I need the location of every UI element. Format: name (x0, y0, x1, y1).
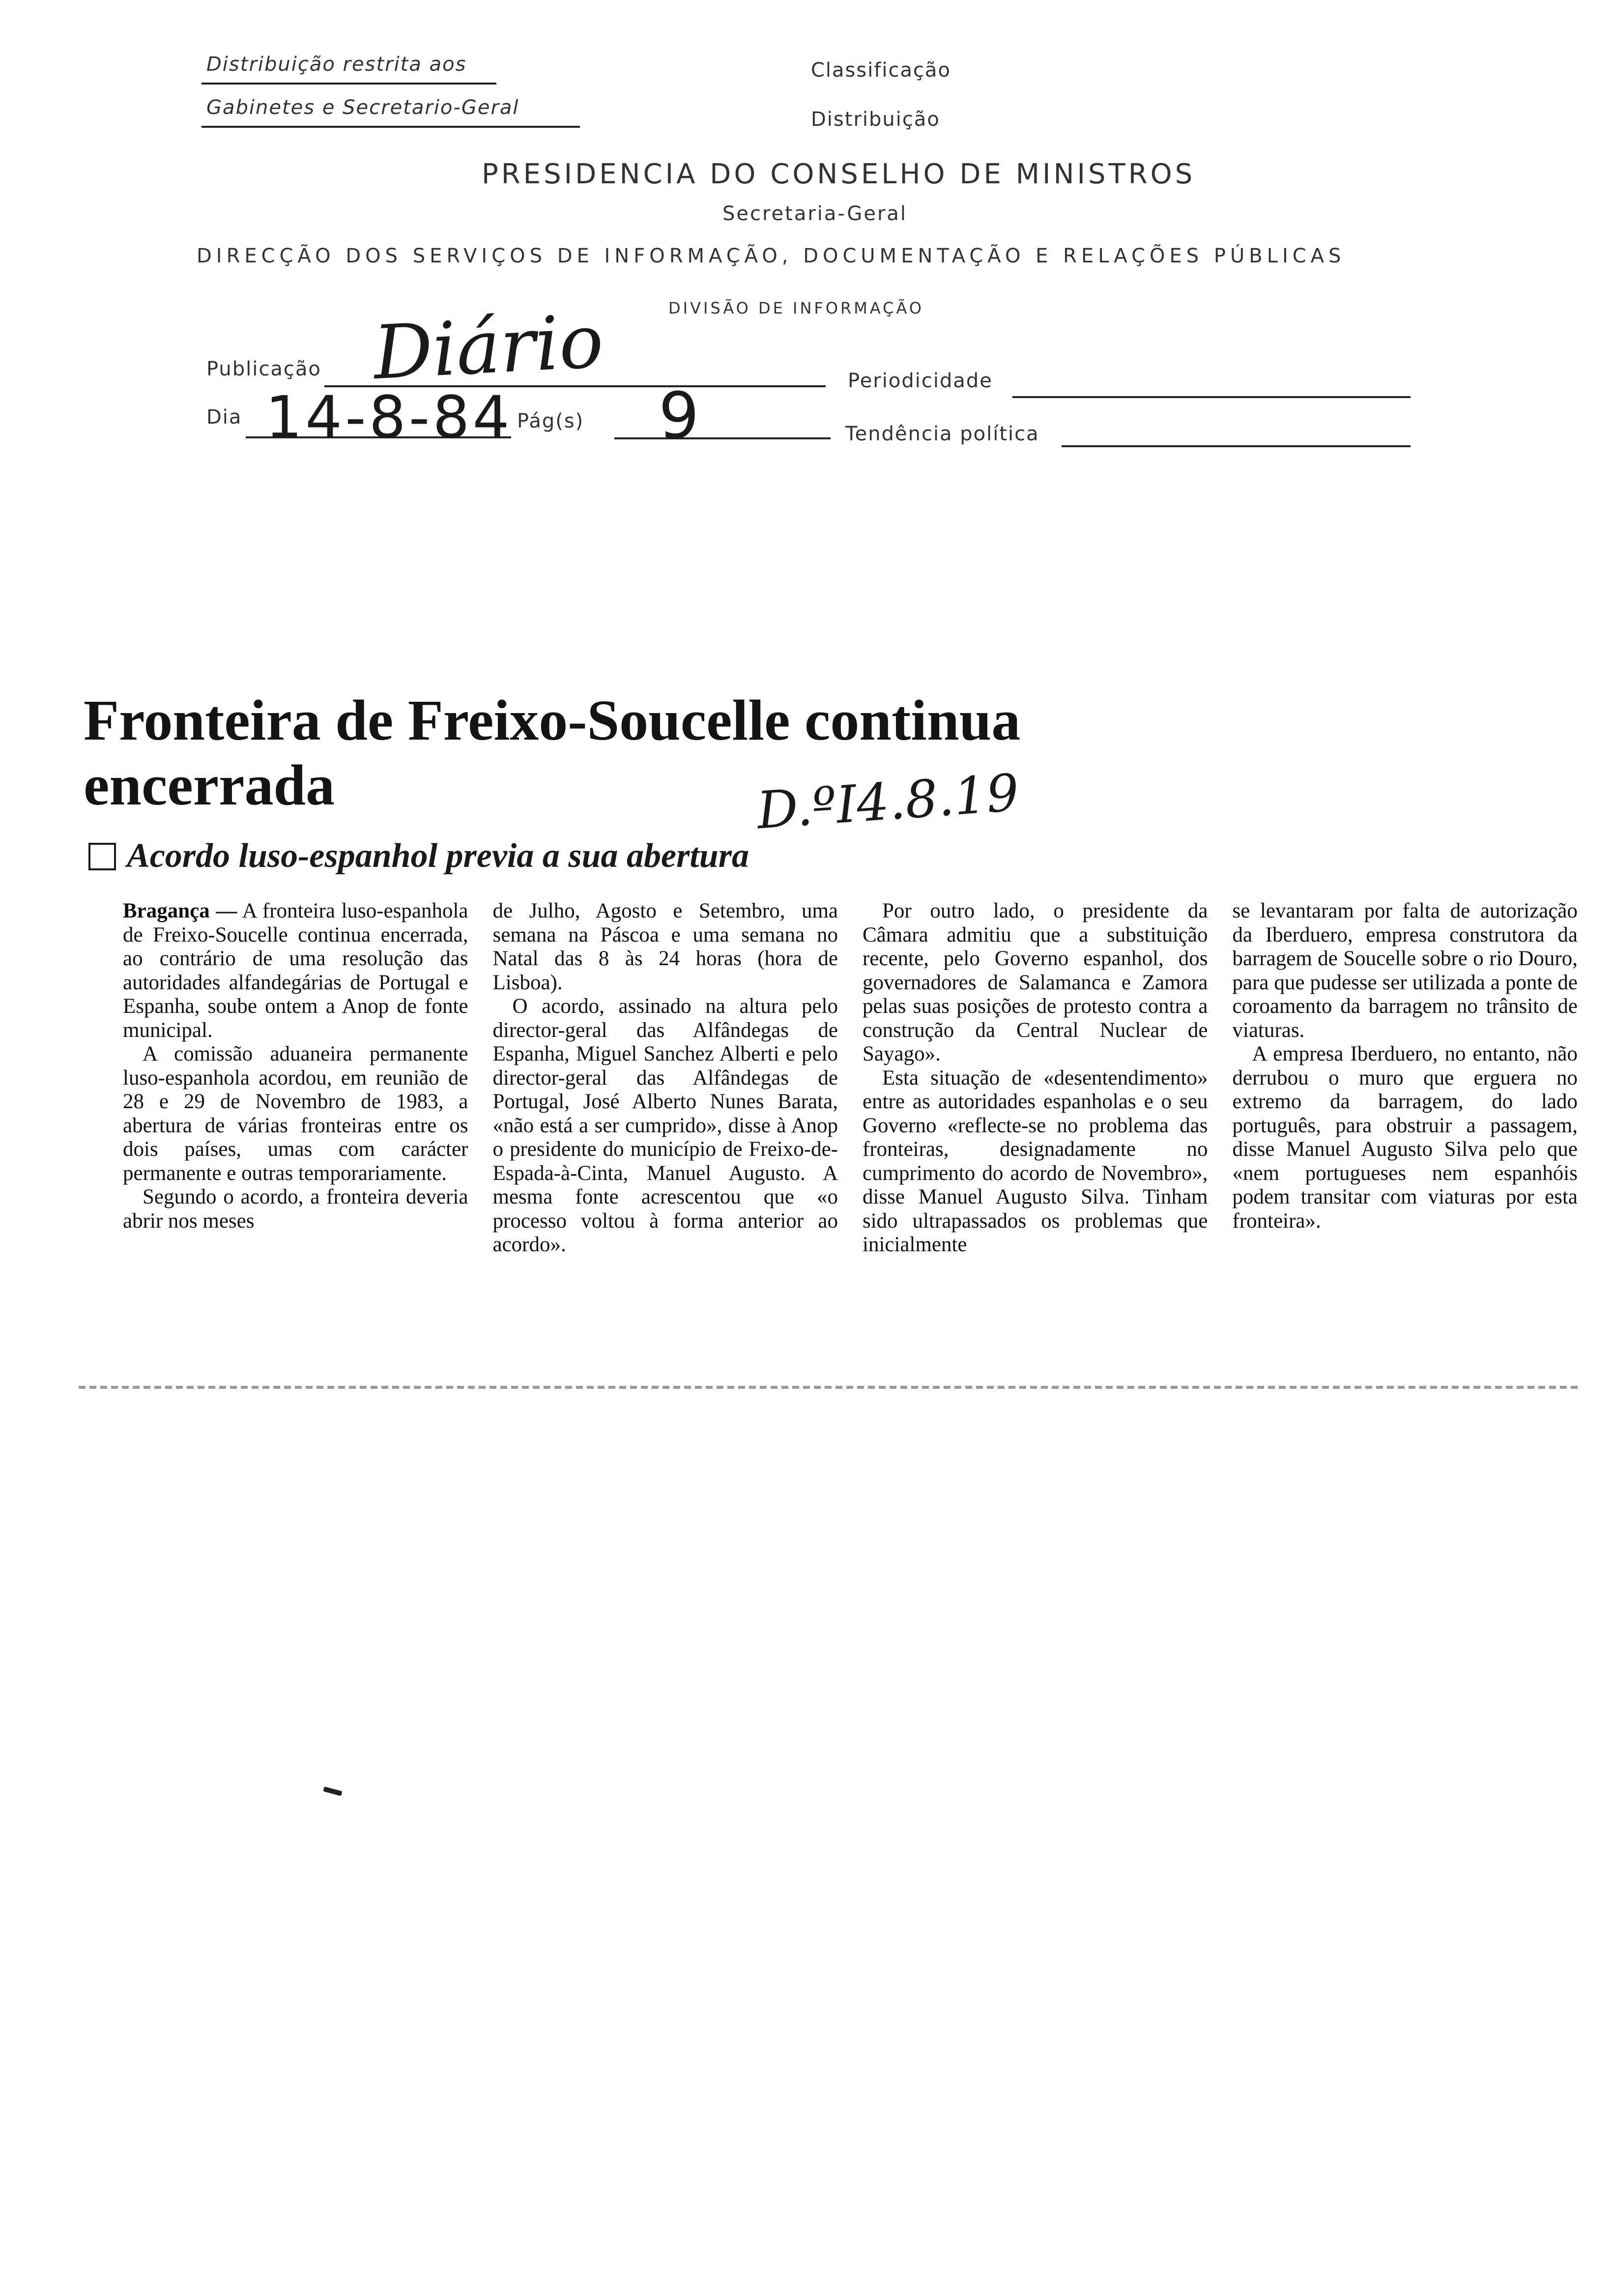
secretariat-label: Secretaria-Geral (722, 202, 908, 225)
day-handwritten-value: 14-8-84 (265, 383, 513, 451)
scan-speck (323, 1786, 342, 1796)
periodicity-underline (1012, 396, 1410, 398)
day-label: Dia (206, 406, 242, 429)
article-subheadline (88, 836, 749, 876)
classification-label: Classificação (811, 59, 951, 82)
article-paragraph: O acordo, assinado na altura pelo director-geral das Alfândegas de Espanha, Miguel Sanchez Alberti e pelo director-geral das Alfândegas de Portugal, José Alberto Nunes Barata, «não está a ser cumprido», disse à Anop o presidente do município de Freixo-de-Espada-à-Cinta, Manuel Augusto. A mesma fonte acrescentou que «o processo voltou à forma anterior ao acordo». (492, 995, 838, 1256)
pages-underline (614, 437, 831, 439)
directorate-label: DIRECÇÃO DOS SERVIÇOS DE INFORMAÇÃO, DOCUMENTAÇÃO E RELAÇÕES PÚBLICAS (197, 245, 1346, 267)
political-tendency-underline (1062, 445, 1410, 447)
article-body (123, 899, 1578, 1371)
distribution-label: Distribuição (811, 108, 940, 131)
distribution-recipients-label: Gabinetes e Secretario-Geral (206, 96, 519, 119)
clipping-bottom-edge (79, 1386, 1578, 1389)
publication-handwritten-value: Diário (371, 298, 605, 397)
division-label: DIVISÃO DE INFORMAÇÃO (668, 299, 924, 317)
article-paragraph (123, 899, 468, 1042)
paragraph-text: A fronteira luso-espanhola de Freixo-Soucelle continua encerrada, ao contrário de uma resolução das autoridades alfandegárias de Portugal e Espanha, soube ontem a Anop de fonte municipal. (123, 899, 468, 1042)
article-paragraph: Esta situação de «desentendimento» entre as autoridades espanholas e o seu Governo «reflecte-se no problema das fronteiras, designadamente no cumprimento do acordo de Novembro», disse Manuel Augusto Silva. Tinham sido ultrapassados os problemas que inicialmente (863, 1066, 1208, 1256)
article-column-2 (493, 899, 838, 1371)
subheadline-text: Acordo luso-espanhol previa a sua abertura (127, 837, 749, 875)
distribution-underline-2 (202, 126, 580, 128)
publication-label: Publicação (206, 358, 321, 380)
organization-title: PRESIDENCIA DO CONSELHO DE MINISTROS (482, 158, 1196, 190)
article-paragraph: Por outro lado, o presidente da Câmara admitiu que a substituição recente, pelo Governo espanhol, dos governadores de Salamanca e Zamora pelas suas posições de protesto contra a construção da Central Nuclear de Sayago». (863, 899, 1208, 1065)
periodicity-label: Periodicidade (848, 370, 993, 392)
article-paragraph: Segundo o acordo, a fronteira deveria abrir nos meses (123, 1185, 468, 1233)
dateline: Bragança — (123, 899, 237, 922)
handwritten-reference-note: D.ºI4.8.19 (755, 762, 1021, 841)
article-headline: Fronteira de Freixo-Soucelle continua encerrada (84, 688, 1021, 817)
article-paragraph: de Julho, Agosto e Setembro, uma semana na Páscoa e uma semana no Natal das 8 às 24 horas (hora de Lisboa). (492, 899, 838, 994)
political-tendency-label: Tendência política (845, 423, 1039, 445)
article-paragraph: A empresa Iberduero, no entanto, não derrubou o muro que erguera no extremo da barragem, do lado português, para obstruir a passagem, disse Manuel Augusto Silva pelo que «nem portugueses nem espanhóis podem transitar com viaturas por esta fronteira». (1232, 1042, 1578, 1233)
article-paragraph: se levantaram por falta de autorização da Iberduero, empresa construtora da barragem de Soucelle sobre o rio Douro, para que pudesse ser utilizada a ponte de coroamento da barragem no trânsito de viaturas. (1232, 899, 1578, 1042)
checkbox-square-icon (88, 843, 116, 870)
article-column-4 (1233, 899, 1578, 1371)
pages-label: Pág(s) (517, 410, 584, 432)
article-column-1 (123, 899, 468, 1371)
article-column-3 (863, 899, 1208, 1371)
distribution-underline-1 (202, 83, 496, 85)
article-paragraph: A comissão aduaneira permanente luso-espanhola acordou, em reunião de 28 e 29 de Novembro de 1983, a abertura de várias fronteiras entre os dois países, umas com carácter permanente e outras temporariamente. (123, 1042, 468, 1185)
pages-handwritten-value: 9 (659, 378, 699, 453)
distribution-restricted-label: Distribuição restrita aos (206, 53, 467, 76)
